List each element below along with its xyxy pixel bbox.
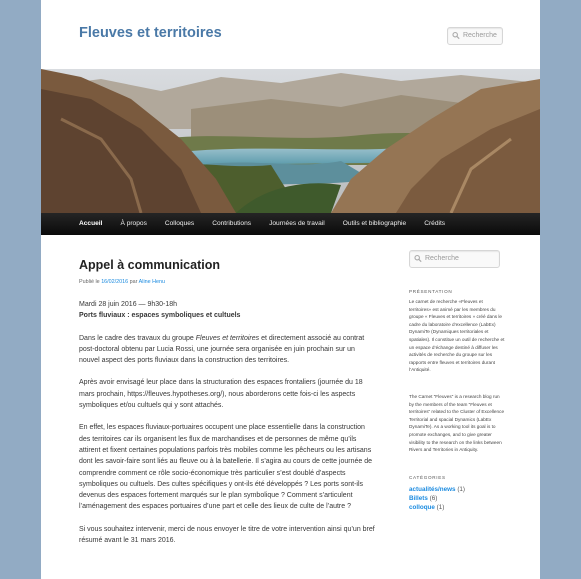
main-navigation	[41, 213, 540, 235]
post-content	[79, 299, 375, 546]
categories-list	[409, 485, 505, 512]
category-item[interactable]: colloque (1)	[409, 503, 445, 511]
paragraph-2: Après avoir envisagé leur place dans la structuration des espaces frontaliers (journée du 18 mars prochain, https://fleuves.hypotheses.org/), nous aborderons cette fois-ci les aspects symboliques et/ou cultuels qui y sont attachés.	[79, 379, 363, 410]
post	[79, 258, 375, 557]
event-subtitle: Ports fluviaux : espaces symboliques et cultuels	[79, 312, 241, 320]
category-item[interactable]: Billets (6)	[409, 494, 438, 502]
search-input[interactable]	[447, 27, 503, 45]
categories-heading: CATÉGORIES	[409, 474, 446, 480]
page	[41, 0, 540, 579]
nav-item-contributions[interactable]: Contributions	[212, 220, 252, 227]
event-date: Mardi 28 juin 2016 — 9h30-18h	[79, 301, 178, 308]
meta-prefix: Publié le	[79, 279, 100, 285]
search-placeholder: Recherche	[463, 32, 497, 39]
post-meta	[79, 279, 375, 285]
site-title[interactable]: Fleuves et territoires	[79, 25, 222, 41]
search-icon	[452, 31, 460, 40]
search-placeholder: Recherche	[425, 255, 459, 262]
header-image	[41, 69, 540, 213]
nav-item-journees-de-travail[interactable]: Journées de travail	[269, 220, 325, 227]
nav-item-colloques[interactable]: Colloques	[164, 220, 195, 227]
nav-item-a-propos[interactable]: À propos	[120, 220, 147, 227]
paragraph-4: Si vous souhaitez intervenir, merci de nous envoyer le titre de votre intervention ainsi qu’un bref résumé avant le 31 mars 2016.	[79, 525, 375, 545]
nav-item-credits[interactable]: Crédits	[424, 220, 446, 227]
sidebar-search-input[interactable]	[409, 250, 500, 268]
post-date-link[interactable]: 16/02/2016	[101, 279, 129, 285]
meta-by: par	[129, 279, 138, 285]
post-title[interactable]: Appel à communication	[79, 258, 220, 272]
paragraph-1: Dans le cadre des travaux du groupe Fleuves et territoires et directement associé au contrat post-doctoral obtenu par Lucia Rossi, une journée sera organisée en juin prochain sur un nouvel aspect des ports fluviaux dans la construction des territoires.	[79, 334, 365, 365]
paragraph-3: En effet, les espaces fluviaux-portuaires occupent une place essentielle dans la construction des territoires car ils organisent les flux de marchandises et de personnes de même qu’ils attirent et fixent certaines populations parfois très mobiles comme les pêcheurs ou les artisans dont les savoir-faire sont liés au fleuve ou à la batellerie. Il s’agira au cours de cette journée de comprendre comment ce rôle socio-économique très particulier s’est doublé d’aspects symboliques ou cultuels. Des cultes spécifiques y ont-ils été développés ? Les ports sont-ils devenus des espaces fortement marqués sur le plan symbolique ? Comment s’articulent l’aménagement des espaces portuaires d’une part et celle des lieux de culte de l’autre ?	[79, 424, 373, 511]
sidebar	[409, 250, 505, 512]
presentation-text-en: The Carnet “Fleuves” is a research blog run by the members of the team “Fleuves et territoires” related to the Cluster of Excellence Territorial and spacial Dynamics (LabEx DynamiTe). As a working tool its goal is to promote exchanges, and to give greater visibility to the research on the links between Rivers and Territories in Antiquity.	[409, 393, 505, 453]
nav-item-accueil[interactable]: Accueil	[79, 220, 103, 227]
post-author-link[interactable]: Aline Henu	[138, 279, 166, 285]
category-item[interactable]: actualités/news (1)	[409, 485, 466, 493]
search-icon	[414, 254, 422, 263]
presentation-heading: PRÉSENTATION	[409, 289, 453, 294]
nav-item-outils-et-bibliographie[interactable]: Outils et bibliographie	[342, 220, 407, 227]
presentation-text-fr: Le carnet de recherche «Fleuves et territoires» est animé par les membres du groupe « Fleuves et territoires » créé dans le cadre du laboratoire d’excellence (LabEx) DynamiTe (Dynamiques territoriales et spatiales). Il constitue un outil de recherche et un espace d’échange destiné à diffuser les activités de recherche du groupe sur les rapports entre fleuves et territoires durant l’Antiquité.	[409, 299, 505, 373]
